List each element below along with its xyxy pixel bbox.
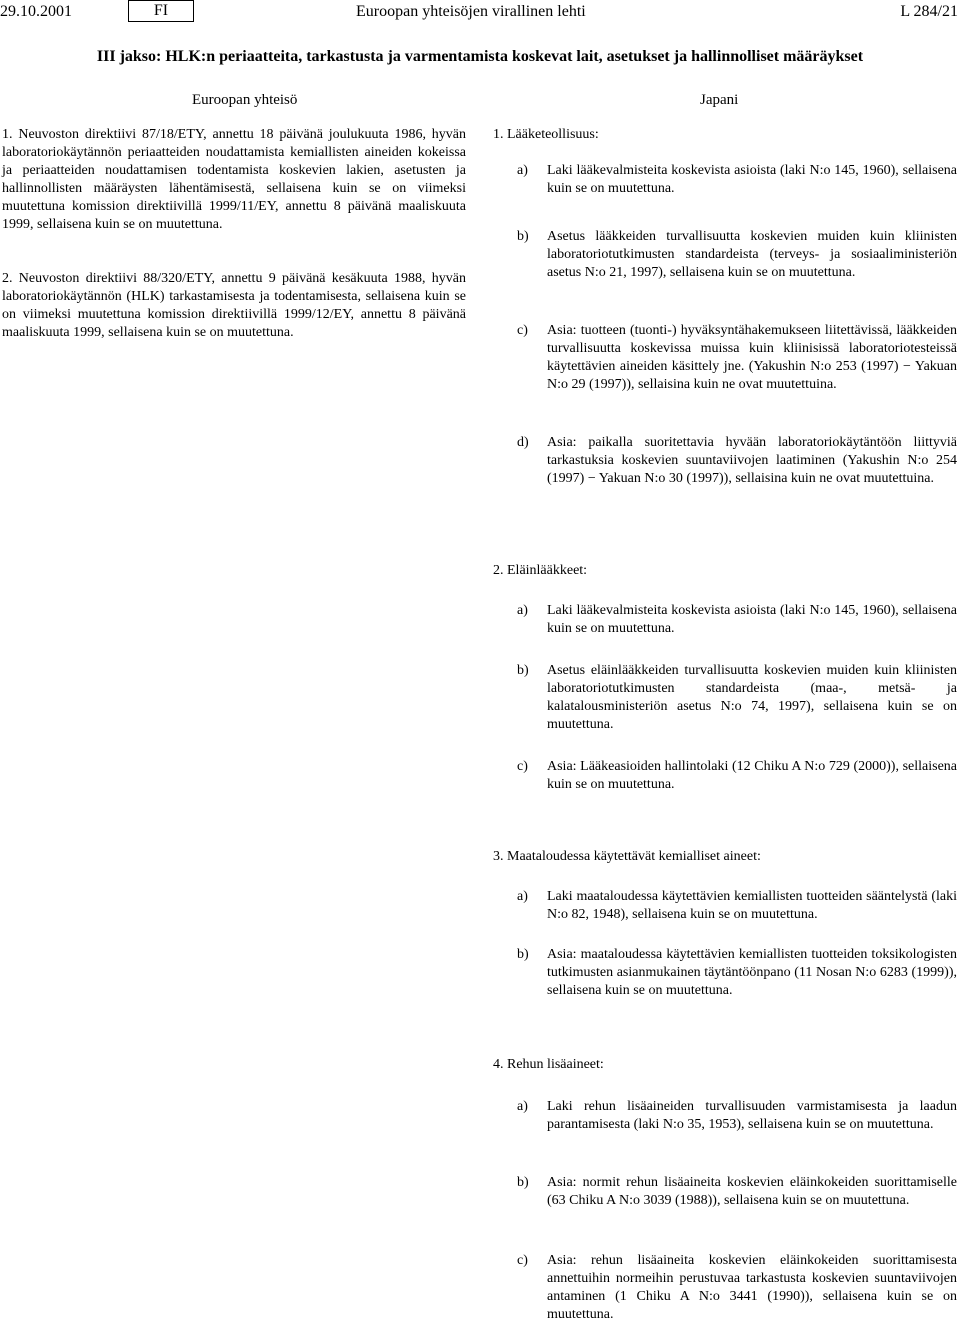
item-label: a) xyxy=(517,603,528,618)
item-text: Neuvoston direktiivi 88/320/ETY, annettu 9 päivänä kesäkuuta 1988, hyvän laboratoriokäytännön (HLK) tarkastamisesta ja todentamisesta, sellaisena kuin se on viimeksi muutettuna komission direktiivillä 1999/12/EY, annettu 8 päivänä maaliskuuta 1999, sellaisena kuin se on muutettuna. xyxy=(2,271,466,340)
journal-title: Euroopan yhteisöjen virallinen lehti xyxy=(356,3,586,20)
list-item xyxy=(517,162,957,198)
section-title: III jakso: HLK:n periaatteita, tarkastusta ja varmentamista koskevat lait, asetukset ja hallinnolliset määräykset xyxy=(96,48,864,65)
item-number: 2. xyxy=(2,271,13,286)
item-text: Laki lääkevalmisteita koskevista asioista (laki N:o 145, 1960), sellaisena kuin se on muutettuna. xyxy=(547,163,957,196)
item-text: Asetus eläinlääkkeiden turvallisuutta koskevien muiden kuin kliinisten laboratoriotutkimusten standardeista (maa-, metsä- ja kalatalousministeriön asetus N:o 74, 1997), sellaisena kuin se on muutettuna. xyxy=(547,663,957,732)
item-text: Asia: paikalla suoritettavia hyvään laboratoriokäytäntöön liittyviä tarkastuksia koskevien suuntaviivojen laatiminen (Yakushin N:o 254 (1997) − Yakuan N:o 30 (1997)), sellaisina kuin ne ovat muutettuina. xyxy=(547,435,957,486)
item-text: Laki rehun lisäaineiden turvallisuuden varmistamisesta ja laadun parantamisesta (laki N:o 35, 1953), sellaisena kuin se on muutettuna. xyxy=(547,1099,957,1132)
item-label: a) xyxy=(517,1099,528,1114)
item-label: c) xyxy=(517,1253,528,1268)
list-item xyxy=(517,228,957,300)
left-item-2 xyxy=(2,270,466,342)
item-text: Neuvoston direktiivi 87/18/ETY, annettu 18 päivänä joulukuuta 1986, hyvän laboratoriokäytännön periaatteiden noudattamista kemiallisten aineiden kokeissa ja periaatteiden noudattamisen todentamista koskevien lakien, asetusten ja hallinnollisten määräysten lähentämisestä, sellaisena kuin se on viimeksi muutettuna komission direktiivillä 1999/11/EY, annettu 8 päivänä maaliskuuta 1999, sellaisena kuin se on muutettuna. xyxy=(2,127,467,232)
item-number: 1. xyxy=(2,127,13,142)
item-label: b) xyxy=(517,1175,529,1190)
item-label: a) xyxy=(517,163,528,178)
left-column-title: Euroopan yhteisö xyxy=(192,92,298,108)
item-label: b) xyxy=(517,229,529,244)
list-item xyxy=(517,888,957,924)
list-item xyxy=(517,758,957,794)
list-item xyxy=(517,1174,957,1228)
list-item xyxy=(517,602,957,638)
list-item xyxy=(517,946,957,1000)
item-text: Laki maataloudessa käytettävien kemiallisten tuotteiden sääntelystä (laki N:o 82, 1948), sellaisena kuin se on muutettuna. xyxy=(547,889,957,922)
item-text: Asia: Lääkeasioiden hallintolaki (12 Chiku A N:o 729 (2000)), sellaisena kuin se on muutettuna. xyxy=(547,759,957,792)
category-heading: 2. Eläinlääkkeet: xyxy=(493,563,588,578)
category-heading: 4. Rehun lisäaineet: xyxy=(493,1057,604,1072)
item-label: b) xyxy=(517,663,529,678)
item-text: Asia: tuotteen (tuonti-) hyväksyntähakemukseen liitettävissä, lääkkeiden turvallisuutta koskevissa muissa kuin kliinisissä laboratoriotesteissä käytettävien aineiden käsittely jne. (Yakushin N:o 253 (1997) − Yakuan N:o 29 (1997)), sellaisina kuin ne ovat muutettuina. xyxy=(547,323,957,392)
item-text: Laki lääkevalmisteita koskevista asioista (laki N:o 145, 1960), sellaisena kuin se on muutettuna. xyxy=(547,603,957,636)
list-item xyxy=(517,322,957,412)
item-text: Asia: rehun lisäaineita koskevien eläinkokeiden suorittamisesta annettuihin normeihin perustuvaa tarkastusta koskevien suuntaviivojen antaminen (1 Chiku A N:o 3441 (1990)), sellaisena kuin se on muutettuna. xyxy=(547,1253,957,1322)
page-reference: L 284/21 xyxy=(900,3,958,20)
language-code-box: FI xyxy=(128,0,194,22)
publication-date: 29.10.2001 xyxy=(0,3,72,20)
category-heading: 1. Lääketeollisuus: xyxy=(493,127,599,142)
item-label: b) xyxy=(517,947,529,962)
item-text: Asia: normit rehun lisäaineita koskevien eläinkokeiden suorittamiselle (63 Chiku A N:o 3039 (1988)), sellaisena kuin se on muutettuna. xyxy=(547,1175,957,1208)
item-label: a) xyxy=(517,889,528,904)
running-header xyxy=(0,0,960,24)
list-item xyxy=(517,434,957,506)
list-item xyxy=(517,1252,957,1324)
item-text: Asetus lääkkeiden turvallisuutta koskevien muiden kuin kliinisten laboratoriotutkimusten standardeista (terveys- ja sosiaaliministeriön asetus N:o 21, 1997), sellaisena kuin se on muutettuna. xyxy=(547,229,957,280)
item-label: c) xyxy=(517,759,528,774)
item-label: d) xyxy=(517,435,529,450)
left-item-1 xyxy=(2,126,466,234)
item-text: Asia: maataloudessa käytettävien kemiallisten tuotteiden toksikologisten tutkimusten asianmukainen täytäntöönpano (11 Nosan N:o 6283 (1999)), sellaisena kuin se on muutettuna. xyxy=(547,947,957,998)
item-label: c) xyxy=(517,323,528,338)
right-column-title: Japani xyxy=(700,92,739,108)
list-item xyxy=(517,1098,957,1152)
category-heading: 3. Maataloudessa käytettävät kemialliset aineet: xyxy=(493,849,761,864)
list-item xyxy=(517,662,957,734)
